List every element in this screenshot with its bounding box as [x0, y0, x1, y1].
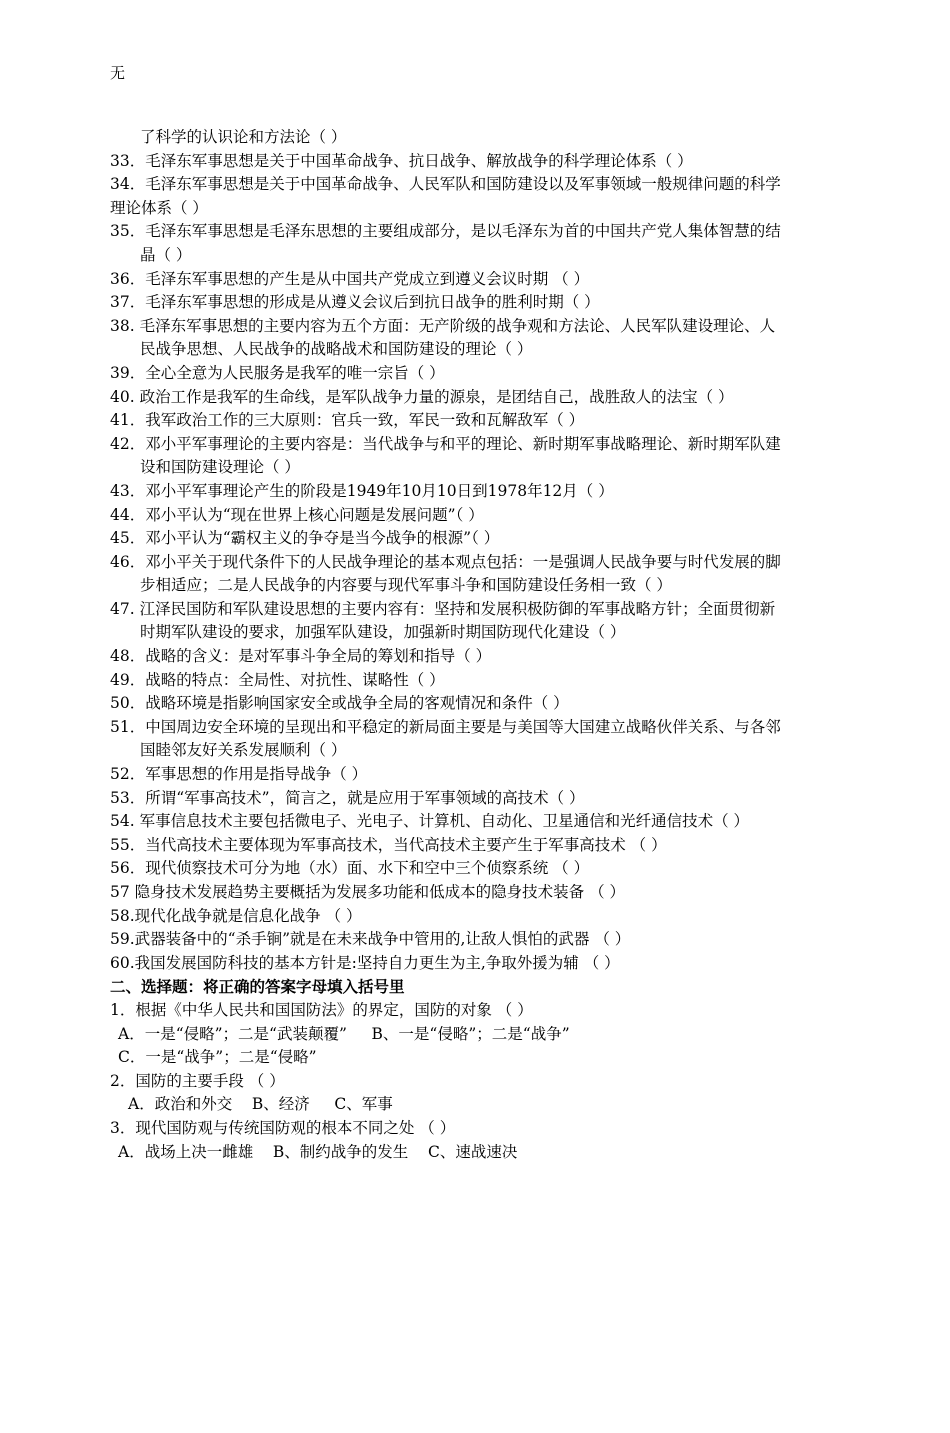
document-line: 58.现代化战争就是信息化战争 （ ）	[110, 906, 362, 925]
document-line: 60.我国发展国防科技的基本方针是:坚持自力更生为主,争取外援为辅 （ ）	[110, 953, 620, 972]
page-header: 无	[110, 64, 126, 82]
document-line: 3．现代国防观与传统国防观的根本不同之处 （ ）	[110, 1118, 456, 1137]
document-line: 56．现代侦察技术可分为地（水）面、水下和空中三个侦察系统 （ ）	[110, 859, 590, 878]
document-line: 57 隐身技术发展趋势主要概括为发展多功能和低成本的隐身技术装备 （ ）	[110, 883, 626, 901]
document-line: 54. 军事信息技术主要包括微电子、光电子、计算机、自动化、卫星通信和光纤通信技术（ ）	[110, 812, 750, 831]
document-line: 45．邓小平认为“霸权主义的争夺是当今战争的根源”（ ）	[110, 529, 500, 548]
document-line: 1．根据《中华人民共和国国防法》的界定，国防的对象 （ ）	[110, 1000, 533, 1019]
document-line: A．一是“侵略”；二是“武装颠覆” B、一是“侵略”；二是“战争”	[118, 1024, 570, 1043]
document-line: 46．邓小平关于现代条件下的人民战争理论的基本观点包括：一是强调人民战争要与时代发展的脚步相适应；二是人民战争的内容要与现代军事斗争和国防建设任务相一致（ ）	[110, 552, 781, 595]
section-heading: 二、选择题：将正确的答案字母填入括号里	[110, 977, 405, 997]
document-line: 38. 毛泽东军事思想的主要内容为五个方面：无产阶级的战争观和方法论、人民军队建设理论、人民战争思想、人民战争的战略战术和国防建设的理论（ ）	[110, 316, 776, 359]
document-line: 2．国防的主要手段 （ ）	[110, 1071, 285, 1090]
document-line: 43．邓小平军事理论产生的阶段是1949年10月10日到1978年12月（ ）	[110, 481, 614, 500]
document-line: 37．毛泽东军事思想的形成是从遵义会议后到抗日战争的胜利时期（ ）	[110, 293, 600, 312]
document-line: 34．毛泽东军事思想是关于中国革命战争、人民军队和国防建设以及军事领域一般规律问题的科学理论体系（ ）	[110, 175, 781, 217]
document-line: 44．邓小平认为“现在世界上核心问题是发展问题”（ ）	[110, 505, 484, 524]
document-line: 35．毛泽东军事思想是毛泽东思想的主要组成部分，是以毛泽东为首的中国共产党人集体智慧的结晶（ ）	[110, 222, 781, 264]
document-line: 48．战略的含义：是对军事斗争全局的筹划和指导（ ）	[110, 647, 492, 666]
document-line: A．战场上决一雌雄 B、制约战争的发生 C、速战速决	[118, 1142, 518, 1161]
document-line: 40. 政治工作是我军的生命线，是军队战争力量的源泉，是团结自己，战胜敌人的法宝（ ）	[110, 387, 734, 406]
document-line: 51．中国周边安全环境的呈现出和平稳定的新局面主要是与美国等大国建立战略伙伴关系、与各邻国睦邻友好关系发展顺利（ ）	[110, 717, 781, 760]
document-line: 55．当代高技术主要体现为军事高技术，当代高技术主要产生于军事高技术 （ ）	[110, 835, 667, 854]
document-line: 59.武器装备中的“杀手锏”就是在未来战争中管用的,让敌人惧怕的武器 （ ）	[110, 930, 631, 949]
document-line: 41．我军政治工作的三大原则：官兵一致，军民一致和瓦解敌军（ ）	[110, 411, 585, 430]
document-line: 47. 江泽民国防和军队建设思想的主要内容有：坚持和发展积极防御的军事战略方针；全面贯彻新时期军队建设的要求，加强军队建设，加强新时期国防现代化建设（ ）	[110, 599, 776, 642]
document-body	[110, 126, 790, 1164]
document-line: 33．毛泽东军事思想是关于中国革命战争、抗日战争、解放战争的科学理论体系（ ）	[110, 151, 693, 170]
document-line: 39．全心全意为人民服务是我军的唯一宗旨（ ）	[110, 363, 445, 382]
document-line: 49．战略的特点：全局性、对抗性、谋略性（ ）	[110, 670, 445, 689]
document-line: 52．军事思想的作用是指导战争（ ）	[110, 765, 368, 784]
document-line: 了科学的认识论和方法论（ ）	[140, 128, 347, 146]
document-line: 50．战略环境是指影响国家安全或战争全局的客观情况和条件（ ）	[110, 694, 569, 713]
document-line: A．政治和外交 B、经济 C、军事	[128, 1095, 393, 1114]
document-line: 53．所谓“军事高技术”，简言之，就是应用于军事领域的高技术（ ）	[110, 788, 585, 807]
document-line: C．一是“战争”；二是“侵略”	[118, 1048, 317, 1067]
document-line: 42．邓小平军事理论的主要内容是：当代战争与和平的理论、新时期军事战略理论、新时期军队建设和国防建设理论（ ）	[110, 434, 781, 477]
document-line: 36．毛泽东军事思想的产生是从中国共产党成立到遵义会议时期 （ ）	[110, 269, 590, 288]
